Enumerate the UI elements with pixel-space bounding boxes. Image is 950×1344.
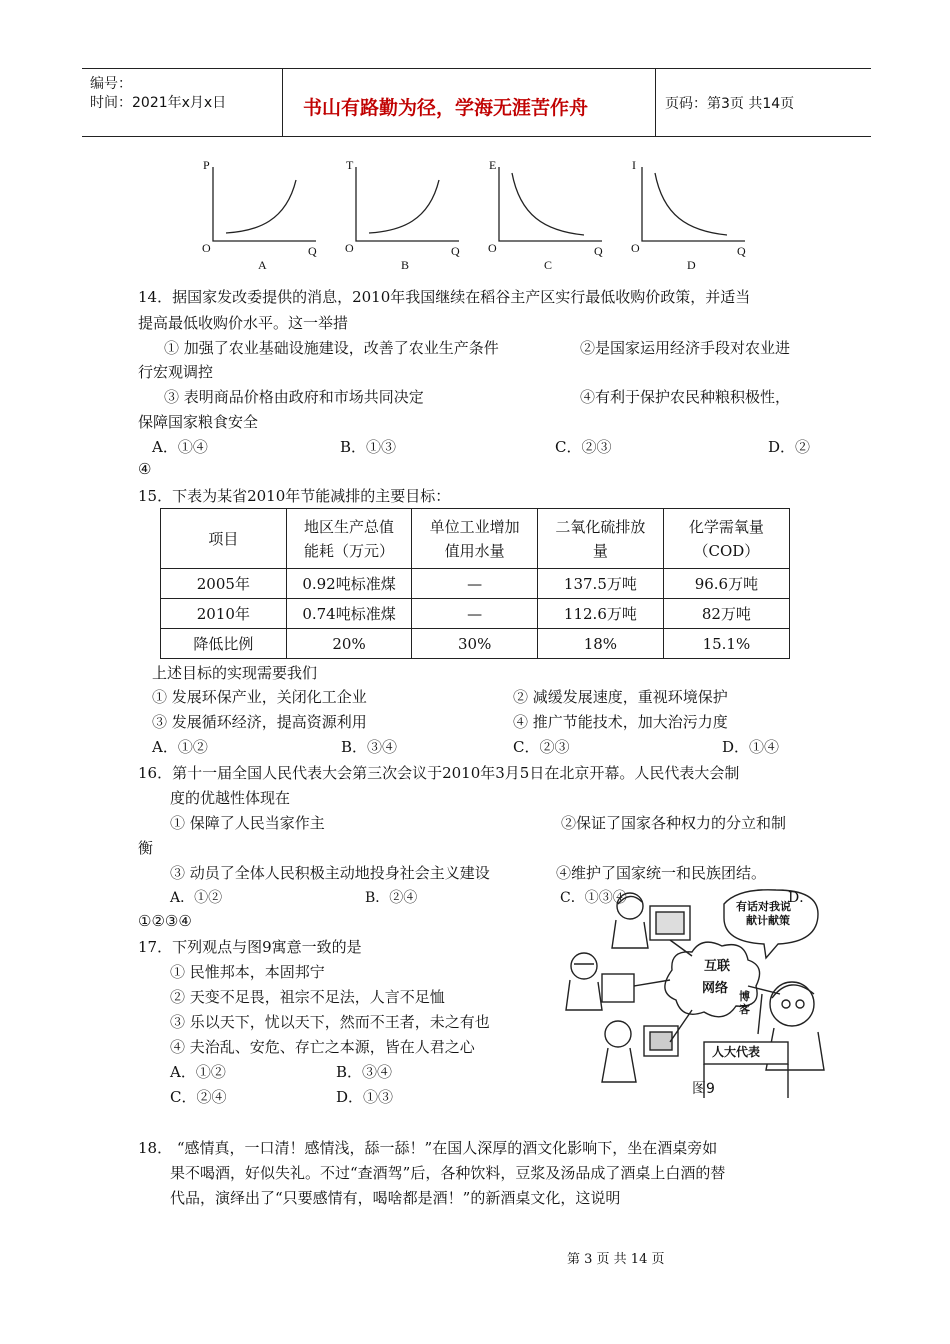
graph-c-x-label: Q — [594, 244, 603, 258]
q15-option-3: ③ 发展循环经济，提高资源利用 — [152, 713, 367, 731]
graph-d-origin: O — [631, 241, 640, 255]
table-header-cell: 二氧化硫排放 量 — [538, 509, 664, 569]
bubble-line-1: 有话对我说 — [736, 900, 791, 913]
graph-b — [341, 155, 469, 280]
graph-a-y-label: P — [203, 158, 210, 172]
graph-d — [627, 155, 755, 280]
q16-option-2: ②保证了国家各种权力的分立和制 — [561, 814, 787, 832]
table-cell: 96.6万吨 — [663, 569, 789, 599]
graph-b-caption: B — [401, 258, 410, 272]
header-motto-cell — [283, 69, 656, 136]
q14-option-4: ④有利于保护农民种粮积极性， — [580, 388, 791, 406]
table-cell: 112.6万吨 — [538, 599, 664, 629]
header-page-cell — [656, 69, 871, 136]
q16-option-4: ④维护了国家统一和民族团结。 — [556, 864, 767, 882]
q14-option-4-cont: 保障国家粮食安全 — [138, 413, 259, 431]
q15-choice-a: A．①② — [152, 738, 208, 756]
table-header-cell: 项目 — [161, 509, 287, 569]
graph-b-origin: O — [345, 241, 354, 255]
q14-stem-line1: 14．据国家发改委提供的消息，2010年我国继续在稻谷主产区实行最低收购价政策，并适当 — [138, 288, 751, 306]
table-cell: 137.5万吨 — [538, 569, 664, 599]
page-info: 页码：第3页 共14页 — [665, 96, 795, 112]
table-cell: — — [412, 599, 538, 629]
q14-option-3: ③ 表明商品价格由政府和市场共同决定 — [164, 388, 424, 406]
table-cell: 0.74吨标准煤 — [286, 599, 412, 629]
graph-c-y-label: E — [489, 158, 497, 172]
time-label: 时间：2021年x月x日 — [90, 95, 227, 111]
q15-option-1: ① 发展环保产业，关闭化工企业 — [152, 688, 367, 706]
graph-d-y-label: I — [632, 158, 636, 172]
page-footer: 第 3 页 共 14 页 — [567, 1252, 665, 1267]
q15-option-2: ② 减缓发展速度，重视环境保护 — [513, 688, 728, 706]
q14-choice-d-cont: ④ — [138, 460, 152, 478]
graph-d-caption: D — [687, 258, 696, 272]
figure-caption: 图9 — [692, 1081, 715, 1097]
q14-choice-b: B．①③ — [340, 438, 397, 456]
table-header-cell: 单位工业增加 值用水量 — [412, 509, 538, 569]
cloud-line-1: 互联 — [704, 959, 731, 974]
q15-choice-d: D．①④ — [722, 738, 780, 756]
q16-option-2-cont: 衡 — [138, 839, 154, 857]
desk-label: 人大代表 — [712, 1045, 761, 1059]
figure-9-cartoon — [552, 886, 828, 1104]
cloud-line-2: 网络 — [702, 981, 729, 996]
graph-a-caption: A — [258, 258, 267, 272]
number-label: 编号： — [90, 76, 132, 92]
table-cell: 82万吨 — [663, 599, 789, 629]
q14-option-2: ②是国家运用经济手段对农业进 — [580, 339, 791, 357]
q15-option-4: ④ 推广节能技术，加大治污力度 — [513, 713, 728, 731]
q16-stem-line1: 16．第十一届全国人民代表大会第三次会议于2010年3月5日在北京开幕。人民代表大会制 — [138, 764, 740, 782]
q17-choice-a: A．①② — [170, 1063, 226, 1081]
page-header — [82, 68, 871, 137]
q15-choice-b: B．③④ — [341, 738, 398, 756]
header-meta-cell — [82, 69, 283, 136]
table-cell: 30% — [412, 629, 538, 659]
graph-b-x-label: Q — [451, 244, 460, 258]
graph-c-caption: C — [544, 258, 553, 272]
table-cell: — — [412, 569, 538, 599]
graph-b-y-label: T — [346, 158, 354, 172]
table-cell: 18% — [538, 629, 664, 659]
q16-choice-a: A．①② — [170, 890, 223, 906]
q17-option-2: ② 天变不足畏，祖宗不足法，人言不足恤 — [170, 988, 445, 1006]
table-row — [161, 629, 790, 659]
table-header-row — [161, 509, 790, 569]
graph-c — [484, 155, 612, 280]
table-header-cell: 化学需氧量 （COD） — [663, 509, 789, 569]
q16-option-1: ① 保障了人民当家作主 — [170, 814, 325, 832]
motto: 书山有路勤为径，学海无涯苦作舟 — [303, 97, 589, 119]
graph-d-x-label: Q — [737, 244, 746, 258]
q14-choice-d: D．② — [768, 438, 811, 456]
q14-choice-c: C．②③ — [555, 438, 612, 456]
q15-table — [160, 508, 790, 659]
board-label: 博客 — [739, 990, 750, 1016]
graph-a — [198, 155, 326, 280]
q18-line3: 代品，演绎出了“只要感情有，喝啥都是酒！”的新酒桌文化，这说明 — [170, 1189, 621, 1207]
q15-choice-c: C．②③ — [513, 738, 570, 756]
q16-choice-c: C．①③④ — [560, 890, 627, 906]
graph-a-origin: O — [202, 241, 211, 255]
q17-choice-c: C．②④ — [170, 1088, 227, 1106]
q16-choice-b: B．②④ — [365, 890, 418, 906]
table-header-cell: 地区生产总值 能耗（万元） — [286, 509, 412, 569]
table-row — [161, 599, 790, 629]
table-cell: 降低比例 — [161, 629, 287, 659]
q14-choice-a: A．①④ — [152, 438, 208, 456]
q17-stem: 17．下列观点与图9寓意一致的是 — [138, 938, 362, 956]
table-cell: 2005年 — [161, 569, 287, 599]
q16-stem-line2: 度的优越性体现在 — [170, 789, 291, 807]
q16-option-3: ③ 动员了全体人民积极主动地投身社会主义建设 — [170, 864, 490, 882]
table-cell: 0.92吨标准煤 — [286, 569, 412, 599]
q17-choice-d: D．①③ — [336, 1088, 394, 1106]
q17-choice-b: B．③④ — [336, 1063, 393, 1081]
q14-option-2-cont: 行宏观调控 — [138, 363, 214, 381]
q16-choice-d-cont: ①②③④ — [138, 912, 192, 930]
q16-choice-d: D． — [788, 890, 814, 906]
q14-stem-line2: 提高最低收购价水平。这一举措 — [138, 314, 349, 332]
q15-stem: 15．下表为某省2010年节能减排的主要目标： — [138, 487, 451, 505]
bubble-line-2: 献计献策 — [746, 914, 790, 927]
q14-option-1: ① 加强了农业基础设施建设，改善了农业生产条件 — [164, 339, 499, 357]
q15-follow: 上述目标的实现需要我们 — [152, 664, 318, 682]
q18-line1: 18． “感情真，一口清！感情浅，舔一舔！”在国人深厚的酒文化影响下，坐在酒桌旁如 — [138, 1139, 718, 1157]
q17-option-1: ① 民惟邦本，本固邦宁 — [170, 963, 325, 981]
table-row — [161, 569, 790, 599]
table-cell: 15.1% — [663, 629, 789, 659]
q17-option-4: ④ 夫治乱、安危、存亡之本源，皆在人君之心 — [170, 1038, 475, 1056]
q18-line2: 果不喝酒，好似失礼。不过“查酒驾”后，各种饮料，豆浆及汤品成了酒桌上白酒的替 — [170, 1164, 726, 1182]
graph-a-x-label: Q — [308, 244, 317, 258]
q17-option-3: ③ 乐以天下，忧以天下，然而不王者，未之有也 — [170, 1013, 490, 1031]
table-cell: 20% — [286, 629, 412, 659]
graph-c-origin: O — [488, 241, 497, 255]
table-cell: 2010年 — [161, 599, 287, 629]
